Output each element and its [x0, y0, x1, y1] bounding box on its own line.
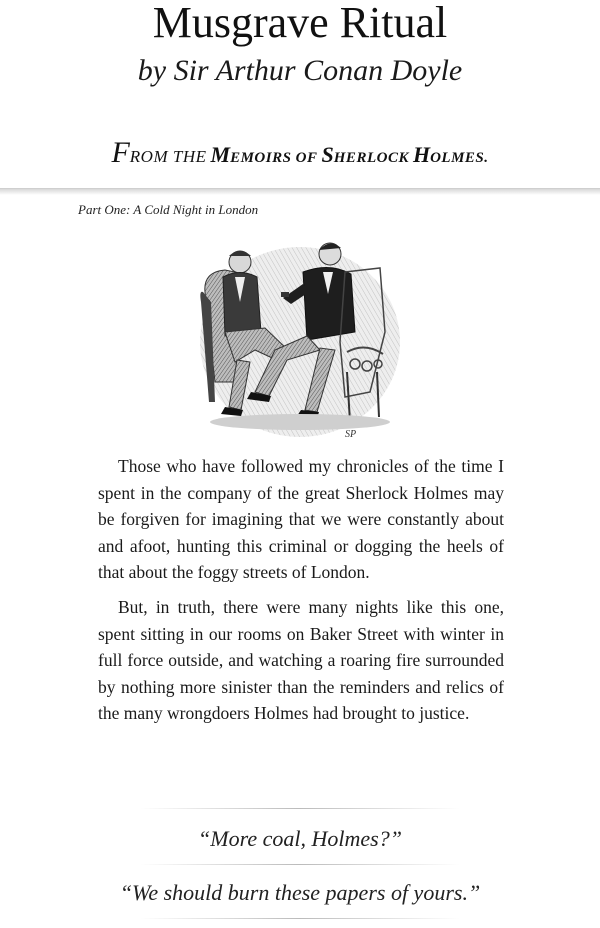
dialogue-separator-middle — [140, 864, 460, 865]
story-author: by Sir Arthur Conan Doyle — [137, 54, 463, 87]
collection-title-cap-2: S — [321, 142, 334, 167]
illustration-signature: SP — [345, 429, 357, 440]
collection-title-rest-2: HERLOCK — [333, 150, 409, 166]
holmes-watson-illustration — [195, 232, 405, 444]
collection-heading — [0, 138, 600, 173]
story-title: Musgrave Ritual — [152, 0, 448, 47]
dialogue-line-2: “We should burn these papers of yours.” — [119, 880, 481, 905]
dialogue-line-1: “More coal, Holmes?” — [198, 826, 402, 851]
story-body — [98, 453, 504, 727]
collection-title-cap-1: M — [210, 142, 231, 167]
collection-title-rest-1: EMOIRS OF — [230, 150, 318, 166]
paragraph-1: Those who have followed my chronicles of the time I spent in the company of the great Sherlock Holmes may be forgiven for imagining that we were constantly about and afoot, hunting this criminal or dogging the heels of that about the foggy streets of London. — [98, 456, 504, 583]
dialogue-separator-top — [140, 808, 460, 809]
dialogue-separator-bottom — [140, 918, 460, 919]
collection-lead-rest: ROM THE — [129, 147, 207, 166]
part-label: Part One: A Cold Night in London — [78, 202, 259, 217]
collection-title-cap-3: H — [412, 142, 431, 167]
header-divider — [0, 188, 600, 195]
collection-lead-cap: F — [111, 136, 130, 169]
collection-title-rest-3: OLMES. — [430, 150, 489, 166]
paragraph-2: But, in truth, there were many nights like this one, spent sitting in our rooms on Baker Street with winter in full force outside, and watching a roaring fire surrounded by nothing more sinister than the reminders and relics of the many wrongdoers Holmes had brought to justice. — [98, 596, 504, 724]
